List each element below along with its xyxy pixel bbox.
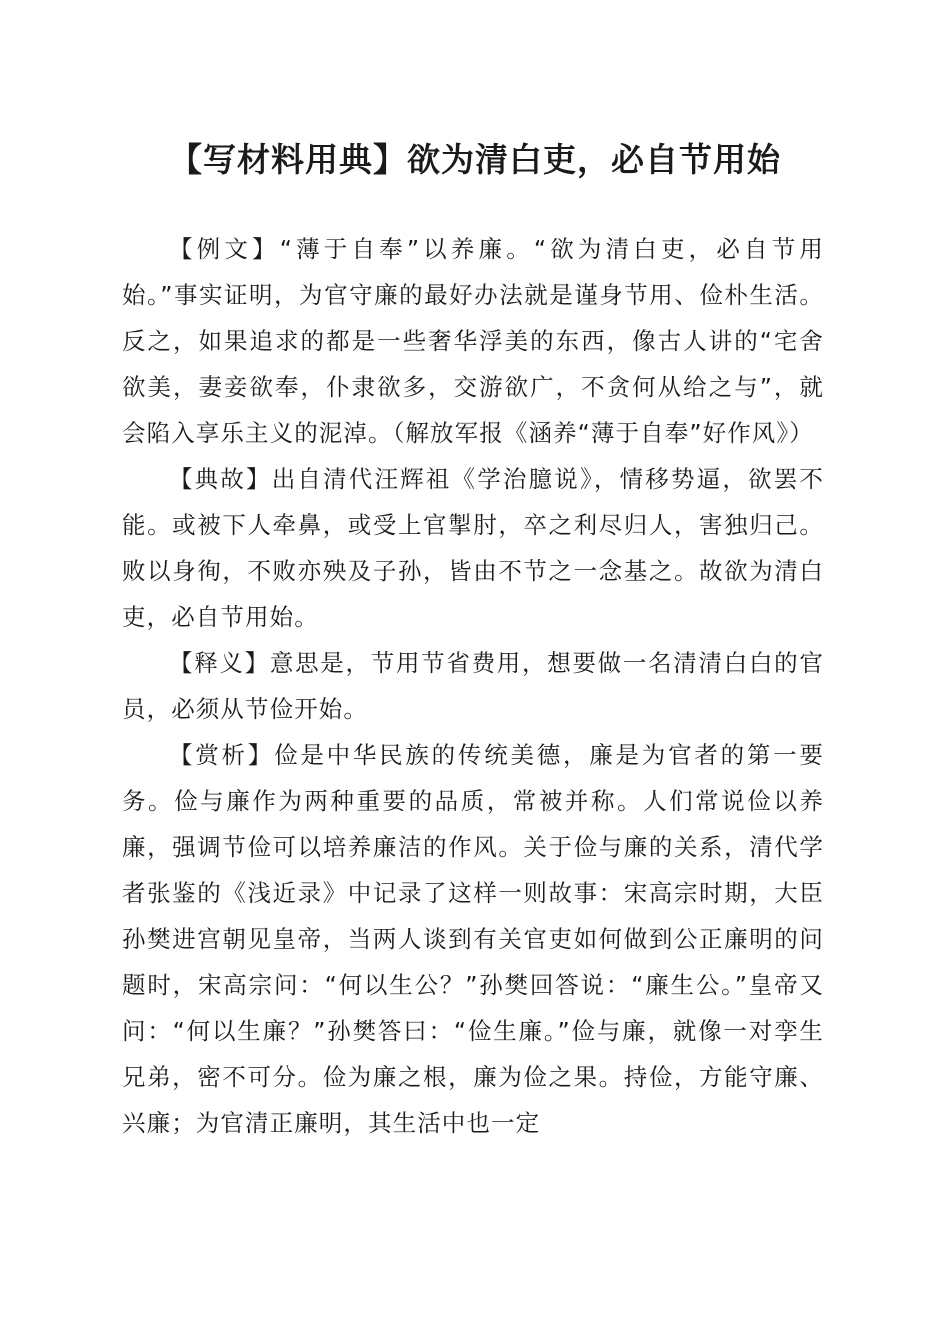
paragraph-meaning: 【释义】意思是，节用节省费用，想要做一名清清白白的官员，必须从节俭开始。 bbox=[122, 649, 824, 723]
paragraph-appreciation: 【赏析】俭是中华民族的传统美德，廉是为官者的第一要务。俭与廉作为两种重要的品质，常被并称。人们常说俭以养廉，强调节俭可以培养廉洁的作风。关于俭与廉的关系，清代学者张鉴的《浅近录》中记录了这样一则故事：宋高宗时期，大臣孙樊进宫朝见皇帝，当两人谈到有关官吏如何做到公正廉明的问题时，宋高宗问：“何以生公？”孙樊回答说：“廉生公。”皇帝又问：“何以生廉？”孙樊答曰：“俭生廉。”俭与廉，就像一对孪生兄弟，密不可分。俭为廉之根，廉为俭之果。持俭，方能守廉、兴廉；为官清正廉明，其生活中也一定 bbox=[122, 741, 824, 1137]
document-body bbox=[122, 226, 824, 1146]
document-title: 【写材料用典】欲为清白吏，必自节用始 bbox=[169, 140, 781, 179]
paragraph-example: 【例文】“薄于自奉”以养廉。“欲为清白吏，必自节用始。”事实证明，为官守廉的最好办法就是谨身节用、俭朴生活。反之，如果追求的都是一些奢华浮美的东西，像古人讲的“宅舍欲美，妻妾欲奉，仆隶欲多，交游欲广，不贪何从给之与”，就会陷入享乐主义的泥淖。（解放军报《涵养“薄于自奉”好作风》） bbox=[122, 235, 824, 447]
paragraph-allusion: 【典故】出自清代汪辉祖《学治臆说》，情移势逼，欲罢不能。或被下人牵鼻，或受上官掣肘，卒之利尽归人，害独归己。败以身徇，不败亦殃及子孙，皆由不节之一念基之。故欲为清白吏，必自节用始。 bbox=[122, 465, 824, 631]
